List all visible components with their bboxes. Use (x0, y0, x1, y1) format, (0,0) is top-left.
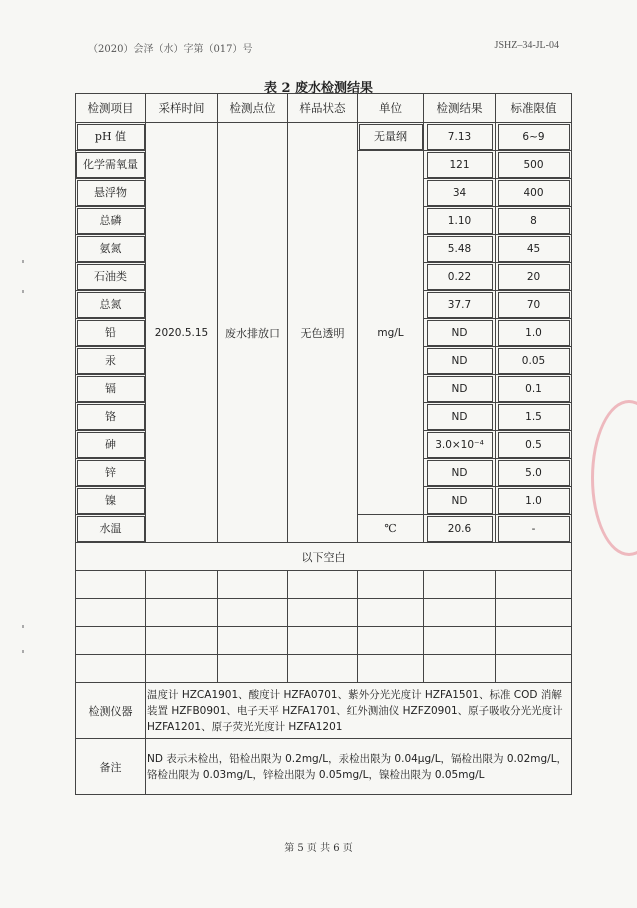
empty-cell (424, 599, 496, 627)
limit-value: 0.1 (498, 376, 570, 402)
result-value: ND (427, 348, 493, 374)
item-cell (76, 375, 146, 403)
item-name: 铅 (77, 320, 145, 346)
result-value: ND (427, 404, 493, 430)
limit-value: 8 (498, 208, 570, 234)
item-cell (76, 459, 146, 487)
result-cell (424, 515, 496, 543)
instruments-row (76, 683, 572, 739)
punch-mark (22, 650, 24, 653)
empty-cell (358, 627, 424, 655)
item-name: 总磷 (77, 208, 145, 234)
result-value: ND (427, 460, 493, 486)
result-cell (424, 235, 496, 263)
empty-cell (218, 599, 288, 627)
limit-value: 6~9 (498, 124, 570, 150)
empty-row (76, 599, 572, 627)
result-cell (424, 263, 496, 291)
limit-value: - (498, 516, 570, 542)
empty-cell (76, 655, 146, 683)
header-row (76, 94, 572, 123)
limit-value: 400 (498, 180, 570, 206)
sample-state: 无色透明 (300, 326, 345, 340)
limit-cell (496, 123, 572, 151)
punch-mark (22, 260, 24, 263)
limit-cell (496, 319, 572, 347)
empty-cell (76, 571, 146, 599)
page-footer: 第 5 页 共 6 页 (284, 843, 353, 854)
empty-cell (146, 655, 218, 683)
item-name: 锌 (77, 460, 145, 486)
result-cell (424, 151, 496, 179)
result-value: 7.13 (427, 124, 493, 150)
item-cell (76, 179, 146, 207)
empty-cell (146, 571, 218, 599)
col-header-limit: 标准限值 (496, 94, 572, 123)
result-cell (424, 207, 496, 235)
empty-cell (288, 655, 358, 683)
punch-mark (22, 625, 24, 628)
unit-cell (358, 515, 424, 543)
empty-cell (218, 627, 288, 655)
item-cell (76, 515, 146, 543)
empty-row (76, 627, 572, 655)
unit: 无量纲 (359, 124, 423, 150)
limit-value: 5.0 (498, 460, 570, 486)
empty-cell (424, 655, 496, 683)
result-cell (424, 375, 496, 403)
instruments-text: 温度计 HZCA1901、酸度计 HZFA0701、紫外分光光度计 HZFA1501、标准 COD 消解装置 HZFB0901、电子天平 HZFA1701、红外测油仪 HZFZ0901、原子吸收分光光度计 HZFA1201、原子荧光光度计 HZFA1201 (146, 683, 572, 739)
limit-cell (496, 207, 572, 235)
sample-time-cell (146, 123, 218, 543)
limit-value: 20 (498, 264, 570, 290)
col-header-state: 样品状态 (288, 94, 358, 123)
result-value: 5.48 (427, 236, 493, 262)
limit-value: 0.5 (498, 432, 570, 458)
item-name: 石油类 (77, 264, 145, 290)
col-header-result: 检测结果 (424, 94, 496, 123)
sample-point: 废水排放口 (225, 326, 280, 340)
document-number: （2020）会泽（水）字第（017）号 (88, 44, 253, 55)
item-name: 总氮 (77, 292, 145, 318)
item-name: 汞 (77, 348, 145, 374)
empty-cell (218, 571, 288, 599)
result-value: ND (427, 488, 493, 514)
item-name: pH 值 (77, 124, 145, 150)
col-header-time: 采样时间 (146, 94, 218, 123)
result-cell (424, 291, 496, 319)
limit-cell (496, 375, 572, 403)
empty-cell (358, 655, 424, 683)
result-value: 37.7 (427, 292, 493, 318)
limit-cell (496, 151, 572, 179)
result-value: ND (427, 320, 493, 346)
blank-note-row (76, 543, 572, 571)
col-header-unit: 单位 (358, 94, 424, 123)
sample-state-cell (288, 123, 358, 543)
item-cell (76, 319, 146, 347)
empty-cell (424, 627, 496, 655)
limit-cell (496, 515, 572, 543)
item-cell (76, 403, 146, 431)
item-cell (76, 291, 146, 319)
limit-cell (496, 291, 572, 319)
sample-point-cell (218, 123, 288, 543)
item-cell (76, 263, 146, 291)
limit-value: 1.5 (498, 404, 570, 430)
limit-cell (496, 431, 572, 459)
empty-cell (496, 571, 572, 599)
empty-cell (146, 627, 218, 655)
result-cell (424, 459, 496, 487)
instruments-label: 检测仪器 (76, 683, 146, 739)
remarks-text: ND 表示未检出，铅检出限为 0.2mg/L，汞检出限为 0.04μg/L，镉检出限为 0.02mg/L，铬检出限为 0.03mg/L，锌检出限为 0.05mg/L，镍检出限为 0.05mg/L (146, 739, 572, 795)
empty-cell (76, 627, 146, 655)
unit: mg/L (377, 327, 404, 339)
table-row (76, 123, 572, 151)
empty-cell (218, 655, 288, 683)
item-cell (76, 235, 146, 263)
blank-note: 以下空白 (76, 543, 572, 571)
limit-cell (496, 263, 572, 291)
limit-cell (496, 179, 572, 207)
item-cell (76, 431, 146, 459)
item-name: 镍 (77, 488, 145, 514)
limit-value: 70 (498, 292, 570, 318)
empty-cell (146, 599, 218, 627)
empty-cell (496, 599, 572, 627)
result-value: 3.0×10⁻⁴ (427, 432, 493, 458)
empty-cell (358, 599, 424, 627)
result-cell (424, 403, 496, 431)
result-cell (424, 123, 496, 151)
unit-cell (358, 151, 424, 515)
empty-row (76, 655, 572, 683)
wastewater-results-table (75, 93, 572, 795)
remarks-row (76, 739, 572, 795)
result-cell (424, 347, 496, 375)
limit-value: 500 (498, 152, 570, 178)
empty-row (76, 571, 572, 599)
empty-cell (288, 599, 358, 627)
limit-value: 45 (498, 236, 570, 262)
empty-cell (496, 655, 572, 683)
empty-cell (358, 571, 424, 599)
limit-value: 1.0 (498, 320, 570, 346)
item-name: 砷 (77, 432, 145, 458)
result-cell (424, 319, 496, 347)
col-header-item: 检测项目 (76, 94, 146, 123)
item-name: 氨氮 (77, 236, 145, 262)
limit-cell (496, 487, 572, 515)
sample-time: 2020.5.15 (154, 327, 209, 339)
unit-cell (358, 123, 424, 151)
item-name: 化学需氧量 (76, 152, 145, 178)
empty-cell (496, 627, 572, 655)
empty-cell (424, 571, 496, 599)
limit-cell (496, 459, 572, 487)
table-title: 表 2 废水检测结果 (263, 81, 374, 96)
limit-cell (496, 235, 572, 263)
item-name: 悬浮物 (77, 180, 145, 206)
result-value: ND (427, 376, 493, 402)
item-cell (76, 151, 146, 179)
limit-value: 0.05 (498, 348, 570, 374)
item-name: 镉 (77, 376, 145, 402)
remarks-label: 备注 (76, 739, 146, 795)
result-value: 121 (427, 152, 493, 178)
result-cell (424, 487, 496, 515)
result-cell (424, 179, 496, 207)
empty-cell (76, 599, 146, 627)
limit-cell (496, 403, 572, 431)
item-name: 水温 (77, 516, 145, 542)
empty-cell (288, 627, 358, 655)
result-value: 20.6 (427, 516, 493, 542)
item-cell (76, 123, 146, 151)
punch-mark (22, 290, 24, 293)
result-value: 0.22 (427, 264, 493, 290)
document-code: JSHZ–34-JL-04 (494, 40, 559, 51)
empty-cell (288, 571, 358, 599)
item-cell (76, 347, 146, 375)
col-header-point: 检测点位 (218, 94, 288, 123)
limit-cell (496, 347, 572, 375)
result-cell (424, 431, 496, 459)
limit-value: 1.0 (498, 488, 570, 514)
red-seal-stamp (591, 400, 637, 556)
result-value: 1.10 (427, 208, 493, 234)
item-name: 铬 (77, 404, 145, 430)
result-value: 34 (427, 180, 493, 206)
unit: ℃ (384, 522, 397, 535)
item-cell (76, 487, 146, 515)
item-cell (76, 207, 146, 235)
